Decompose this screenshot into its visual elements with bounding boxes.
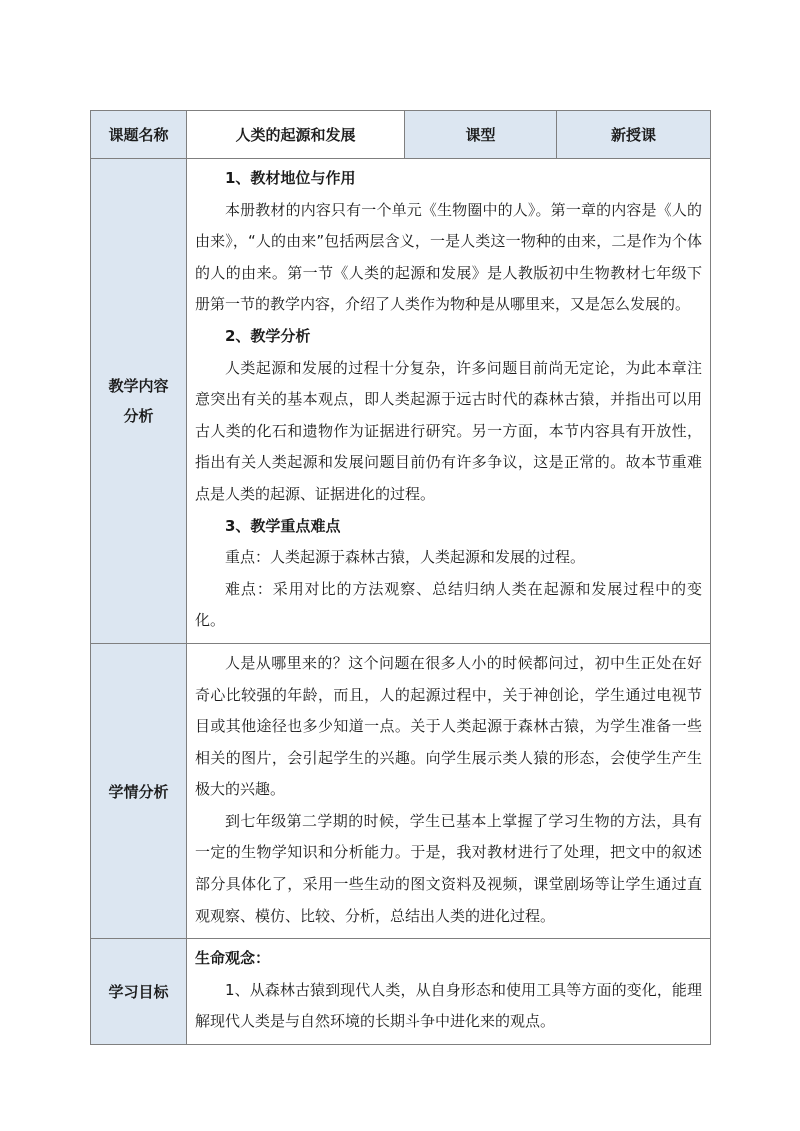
content-analysis-label-line2: 分析 [123,406,154,425]
content-analysis-label-line1: 教学内容 [108,376,169,395]
section-title: 3、教学重点难点 [225,516,341,535]
section-paragraph: 本册教材的内容只有一个单元《生物圈中的人》。第一章的内容是《人的由来》，“人的由来”包括两层含义，一是人类这一物种的由来，二是作为个体的人的由来。第一节《人类的起源和发展》是人教版初中生物教材七年级下册第一节的教学内容，介绍了人类作为物种是从哪里来，又是怎么发展的。 [195,200,702,314]
student-analysis-row [91,643,711,938]
lesson-type-label: 课型 [405,111,557,159]
content-analysis-body [187,159,711,644]
student-analysis-body [187,643,711,938]
section-title: 2、教学分析 [225,326,311,345]
learning-goals-row [91,939,711,1045]
learning-goals-body [187,939,711,1045]
learning-goals-label: 学习目标 [91,939,187,1045]
header-row [91,111,711,159]
student-analysis-paragraph: 到七年级第二学期的时候，学生已基本上掌握了学习生物的方法，具有一定的生物学知识和分析能力。于是，我对教材进行了处理，把文中的叙述部分具体化了，采用一些生动的图文资料及视频，课堂剧场等让学生通过直观观察、模仿、比较、分析，总结出人类的进化过程。 [195,811,702,925]
content-analysis-row [91,159,711,644]
content-analysis-label [91,159,187,644]
student-analysis-label: 学情分析 [91,643,187,938]
course-name-label: 课题名称 [91,111,187,159]
difficult-point-text: 难点：采用对比的方法观察、总结归纳人类在起源和发展过程中的变化。 [195,579,702,630]
lesson-type-value: 新授课 [557,111,711,159]
section-paragraph: 人类起源和发展的过程十分复杂，许多问题目前尚无定论，为此本章注意突出有关的基本观点，即人类起源于远古时代的森林古猿，并指出可以用古人类的化石和遗物作为证据进行研究。另一方面，本节内容具有开放性，指出有关人类起源和发展问题目前仍有许多争议，这是正常的。故本节重难点是人类的起源、证据进化的过程。 [195,358,702,503]
section-title: 1、教材地位与作用 [225,169,356,187]
learning-goals-heading: 生命观念： [195,949,271,968]
key-point-text: 重点：人类起源于森林古猿，人类起源和发展的过程。 [225,548,586,567]
student-analysis-paragraph: 人是从哪里来的？这个问题在很多人小的时候都问过，初中生正处在好奇心比较强的年龄，而且，人的起源过程中，关于神创论，学生通过电视节目或其他途径也多少知道一点。关于人类起源于森林古猿，为学生准备一些相关的图片，会引起学生的兴趣。向学生展示类人猿的形态，会使学生产生极大的兴趣。 [195,653,702,799]
learning-goal-item: 1、从森林古猿到现代人类，从自身形态和使用工具等方面的变化，能理解现代人类是与自然环境的长期斗争中进化来的观点。 [195,980,702,1031]
course-name-value: 人类的起源和发展 [187,111,405,159]
lesson-plan-table [90,110,711,1045]
